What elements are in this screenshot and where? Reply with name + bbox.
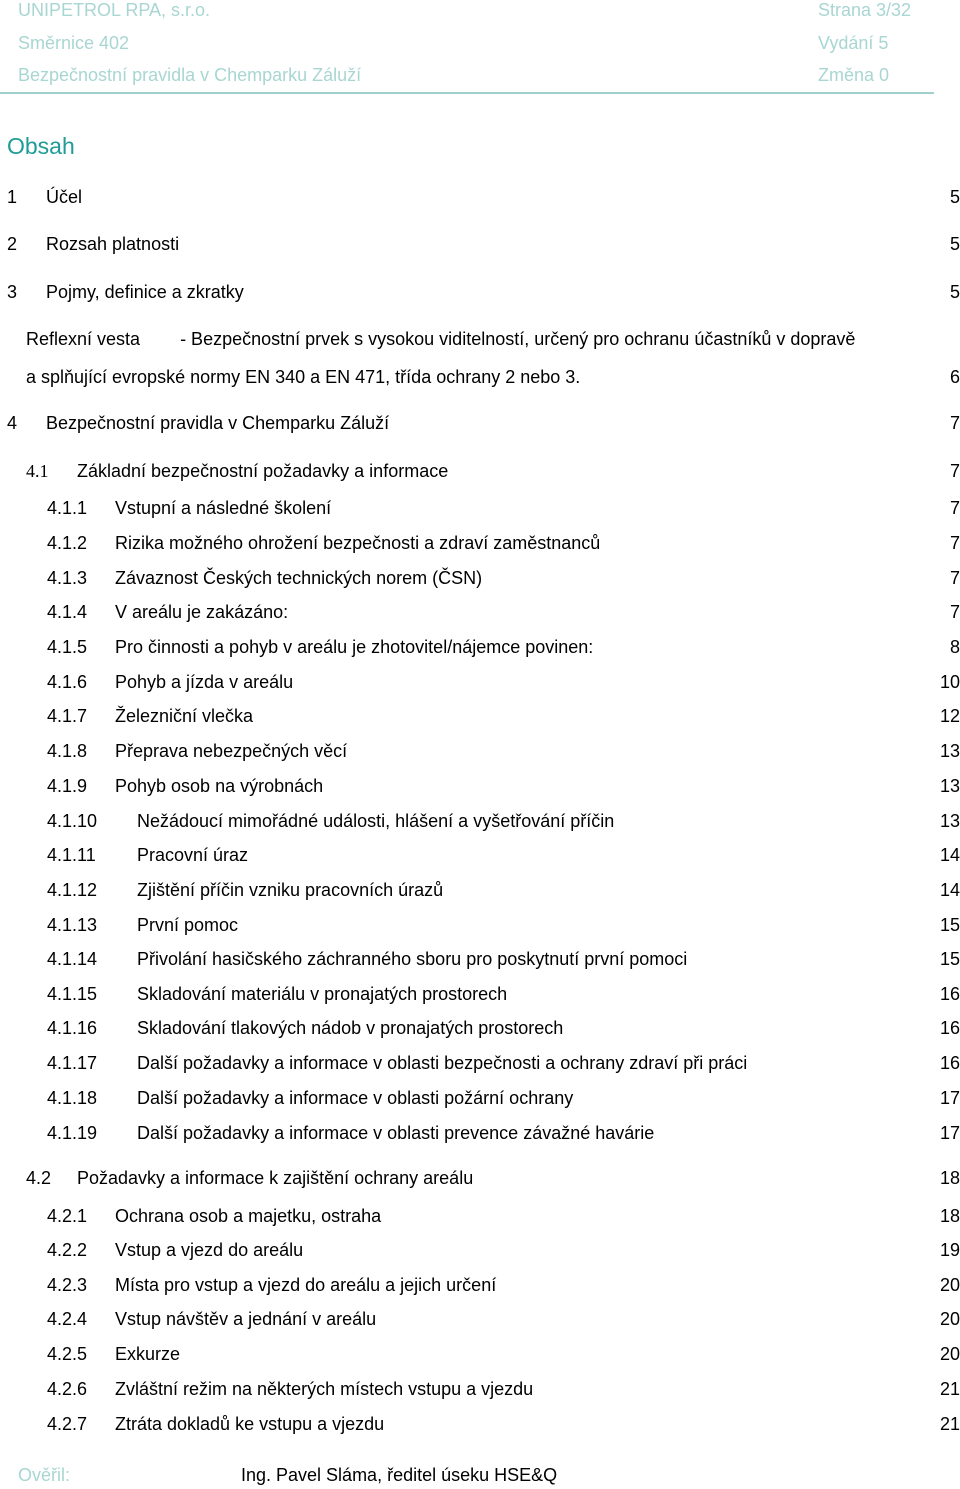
header-divider (0, 92, 934, 94)
toc-entry-page: 16 (939, 984, 960, 1004)
toc-entry-page: 7 (949, 498, 960, 518)
toc-entry-page: 18 (939, 1206, 960, 1226)
toc-entry-text: Vstup a vjezd do areálu (115, 1240, 304, 1260)
toc-entry-page: 6 (949, 367, 960, 387)
toc-entry-number: 4.1.5 (47, 637, 88, 657)
toc-entry-page: 8 (949, 637, 960, 657)
toc-entry-number: 4.1.10 (47, 811, 98, 831)
toc-entry-number: 4.1.15 (47, 984, 98, 1004)
toc-entry-page: 10 (939, 672, 960, 692)
toc-entry-number: 4.2.7 (47, 1414, 88, 1434)
toc-entry-number: 4.1.2 (47, 533, 88, 553)
toc-entry-text: Další požadavky a informace v oblasti požární ochrany (137, 1088, 574, 1108)
toc-entry-page: 7 (949, 602, 960, 622)
toc-entry-text: Závaznost Českých technických norem (ČSN) (115, 568, 483, 588)
toc-entry-number: 4.2.6 (47, 1379, 88, 1399)
toc-entry-page: 18 (939, 1168, 960, 1188)
toc-entry-number: 4.1.4 (47, 602, 88, 622)
toc-entry-text: Místa pro vstup a vjezd do areálu a jejich určení (115, 1275, 497, 1295)
verified-label: Ověřil: (18, 1465, 71, 1485)
toc-entry-text: Pojmy, definice a zkratky (46, 282, 244, 302)
toc-entry-number: 4.2.5 (47, 1344, 88, 1364)
page-number: Strana 3/32 (818, 0, 912, 20)
toc-entry-number: 4.2.3 (47, 1275, 88, 1295)
toc-entry-number: 4.1.3 (47, 568, 88, 588)
toc-entry-page: 7 (949, 533, 960, 553)
toc-entry-text: Zvláštní režim na některých místech vstupu a vjezdu (115, 1379, 534, 1399)
toc-entry-text: Reflexní vesta - Bezpečnostní prvek s vysokou viditelností, určený pro ochranu účastníků v dopravě (26, 329, 856, 349)
toc-entry-page: 14 (939, 845, 960, 865)
toc-entry-number: 1 (7, 187, 18, 207)
toc-entry-page: 20 (939, 1344, 960, 1364)
toc-entry-number: 4.1.18 (47, 1088, 98, 1108)
toc-entry-page: 21 (939, 1414, 960, 1434)
toc-entry-page: 20 (939, 1309, 960, 1329)
toc-entry-text: Pohyb osob na výrobnách (115, 776, 324, 796)
toc-entry-number: 4.1.19 (47, 1123, 98, 1143)
company-name: UNIPETROL RPA, s.r.o. (18, 0, 211, 20)
toc-entry-number: 3 (7, 282, 18, 302)
toc-entry-text: Vstupní a následné školení (115, 498, 332, 518)
toc-entry-text: Pohyb a jízda v areálu (115, 672, 294, 692)
toc-entry-text: Rozsah platnosti (46, 234, 180, 254)
toc-entry-text: Rizika možného ohrožení bezpečnosti a zdraví zaměstnanců (115, 533, 601, 553)
toc-entry-text: Exkurze (115, 1344, 181, 1364)
toc-entry-text: Skladování materiálu v pronajatých prostorech (137, 984, 508, 1004)
toc-entry-number: 4.1.11 (47, 845, 96, 865)
toc-entry-number: 4.2 (26, 1168, 52, 1188)
edition-number: Vydání 5 (818, 33, 889, 53)
toc-entry-text: Pro činnosti a pohyb v areálu je zhotovitel/nájemce povinen: (115, 637, 594, 657)
toc-entry-number: 4.1.16 (47, 1018, 98, 1038)
toc-entry-page: 5 (949, 187, 960, 207)
toc-entry-text: Základní bezpečnostní požadavky a informace (77, 461, 449, 481)
toc-entry-number: 4.2.1 (47, 1206, 88, 1226)
toc-entry-text: Ztráta dokladů ke vstupu a vjezdu (115, 1414, 385, 1434)
toc-entry-number: 4.2.2 (47, 1240, 88, 1260)
toc-entry-page: 7 (949, 413, 960, 433)
toc-entry-text: První pomoc (137, 915, 239, 935)
toc-entry-text: Přivolání hasičského záchranného sboru pro poskytnutí první pomoci (137, 949, 688, 969)
toc-entry-page: 21 (939, 1379, 960, 1399)
toc-entry-page: 5 (949, 234, 960, 254)
toc-entry-text: Další požadavky a informace v oblasti bezpečnosti a ochrany zdraví při práci (137, 1053, 748, 1073)
toc-entry-page: 5 (949, 282, 960, 302)
toc-entry-page: 16 (939, 1018, 960, 1038)
toc-entry-page: 20 (939, 1275, 960, 1295)
toc-entry-number: 4.1.14 (47, 949, 98, 969)
toc-entry-text: Ochrana osob a majetku, ostraha (115, 1206, 382, 1226)
toc-entry-page: 15 (939, 949, 960, 969)
toc-entry-text: Zjištění příčin vzniku pracovních úrazů (137, 880, 444, 900)
toc-entry-page: 13 (939, 776, 960, 796)
toc-entry-number: 4.1.12 (47, 880, 98, 900)
toc-entry-page: 12 (939, 706, 960, 726)
toc-entry-number: 4.1.1 (47, 498, 88, 518)
toc-title: Obsah (7, 133, 75, 159)
document-title: Bezpečnostní pravidla v Chemparku Záluží (18, 65, 362, 85)
toc-entry-text: a splňující evropské normy EN 340 a EN 471, třída ochrany 2 nebo 3. (26, 367, 581, 387)
toc-entry-page: 16 (939, 1053, 960, 1073)
toc-entry-page: 13 (939, 811, 960, 831)
toc-entry-page: 15 (939, 915, 960, 935)
toc-entry-text: Pracovní úraz (137, 845, 249, 865)
toc-entry-page: 17 (939, 1123, 960, 1143)
directive-number: Směrnice 402 (18, 33, 130, 53)
toc-entry-number: 4.2.4 (47, 1309, 88, 1329)
toc-entry-text: Železniční vlečka (115, 706, 254, 726)
toc-entry-number: 4.1.13 (47, 915, 98, 935)
toc-entry-text: Bezpečnostní pravidla v Chemparku Záluží (46, 413, 390, 433)
toc-entry-number: 4.1.9 (47, 776, 88, 796)
toc-entry-number: 4 (7, 413, 18, 433)
toc-entry-text: Přeprava nebezpečných věcí (115, 741, 348, 761)
toc-entry-text: Další požadavky a informace v oblasti prevence závažné havárie (137, 1123, 655, 1143)
toc-entry-page: 13 (939, 741, 960, 761)
change-number: Změna 0 (818, 65, 890, 85)
toc-entry-number: 4.1.7 (47, 706, 88, 726)
toc-entry-text: V areálu je zakázáno: (115, 602, 289, 622)
toc-entry-page: 14 (939, 880, 960, 900)
toc-entry-text: Vstup návštěv a jednání v areálu (115, 1309, 377, 1329)
toc-entry-number: 4.1.8 (47, 741, 88, 761)
toc-entry-number: 4.1.17 (47, 1053, 98, 1073)
toc-entry-text: Požadavky a informace k zajištění ochrany areálu (77, 1168, 474, 1188)
toc-entry-number: 2 (7, 234, 18, 254)
toc-entry-text: Účel (46, 187, 83, 207)
toc-entry-page: 7 (949, 461, 960, 481)
toc-entry-page: 19 (939, 1240, 960, 1260)
verifier-name: Ing. Pavel Sláma, ředitel úseku HSE&Q (241, 1465, 558, 1485)
toc-entry-number: 4.1.6 (47, 672, 88, 692)
toc-entry-number: 4.1 (26, 461, 49, 481)
toc-entry-text: Skladování tlakových nádob v pronajatých prostorech (137, 1018, 564, 1038)
toc-entry-page: 7 (949, 568, 960, 588)
toc-entry-text: Nežádoucí mimořádné události, hlášení a vyšetřování příčin (137, 811, 615, 831)
toc-entry-page: 17 (939, 1088, 960, 1108)
